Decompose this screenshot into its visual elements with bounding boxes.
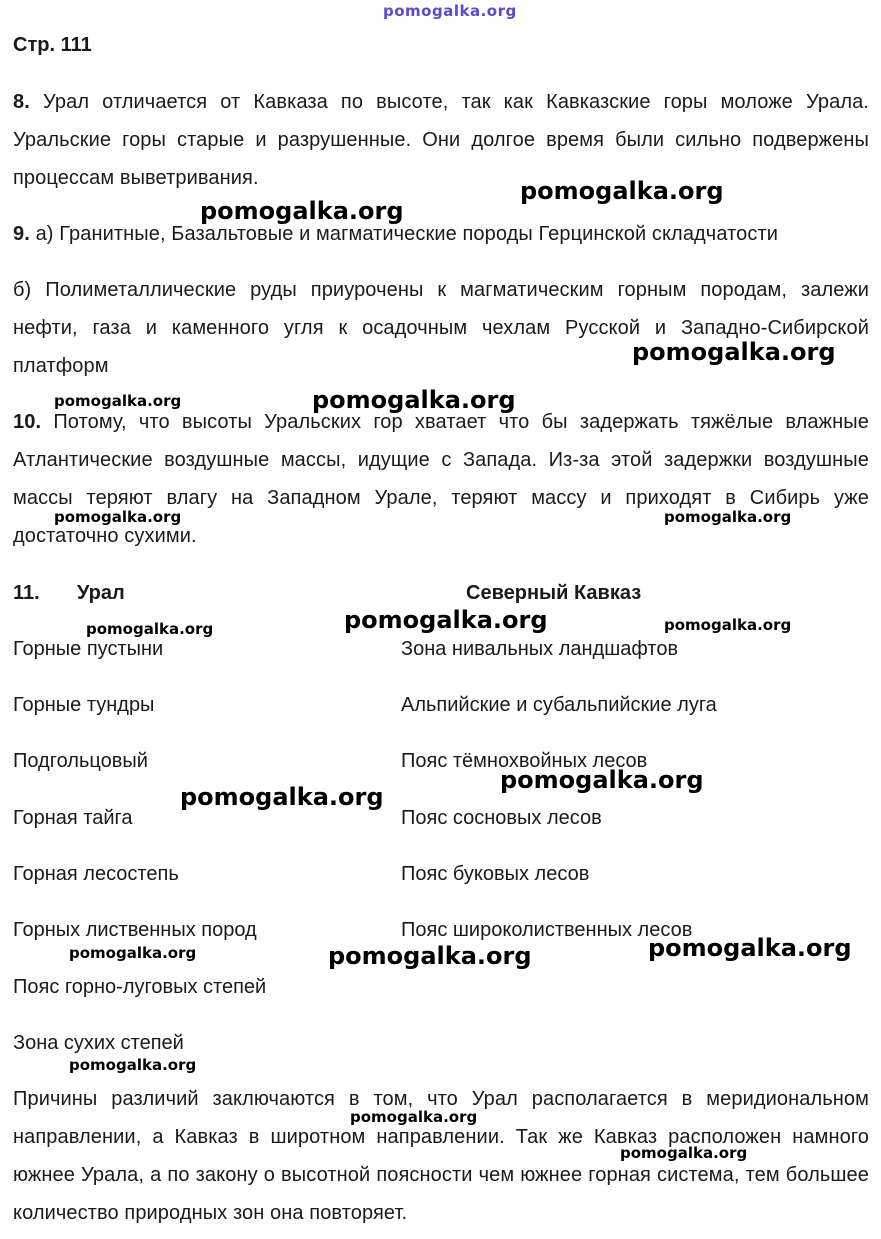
answer-8: [13, 83, 869, 197]
answer-number: 10.: [13, 411, 42, 433]
kavkaz-zone: Пояс буковых лесов: [401, 863, 590, 885]
watermark: pomogalka.org: [86, 620, 214, 638]
ural-zone: Пояс горно-луговых степей: [13, 976, 267, 998]
watermark: pomogalka.org: [200, 197, 404, 225]
answer-text: б) Полиметаллические руды приурочены к магматическим горным породам, залежи нефти, газа и каменного угля к осадочным чехлам Русской и Западно-Сибирской платформ: [13, 279, 869, 377]
watermark: pomogalka.org: [648, 934, 852, 962]
watermark: pomogalka.org: [54, 392, 182, 410]
watermark: pomogalka.org: [69, 944, 197, 962]
kavkaz-zone: Альпийские и субальпийские луга: [401, 694, 717, 716]
answer-number: 11.: [13, 582, 40, 604]
ural-zone: Горные тундры: [13, 694, 155, 716]
conclusion-text: Причины различий заключаются в том, что Урал располагается в меридиональном направлении, а Кавказ в широтном направлении. Так же Кавказ расположен намного южнее Урала, а по закону о высотной поясности чем южнее горная система, тем большее количество природных зон она повторяет.: [13, 1088, 869, 1224]
ural-zone: Подгольцовый: [13, 750, 148, 772]
kavkaz-zone: Зона нивальных ландшафтов: [401, 638, 679, 660]
conclusion: [13, 1080, 869, 1232]
kavkaz-zone: Пояс тёмнохвойных лесов: [401, 750, 648, 772]
answer-text: а) Гранитные, Базальтовые и магматические породы Герцинской складчатости: [35, 223, 779, 245]
watermark: pomogalka.org: [328, 942, 532, 970]
top-watermark: pomogalka.org: [383, 2, 517, 20]
watermark: pomogalka.org: [54, 508, 182, 526]
watermark: pomogalka.org: [180, 783, 384, 811]
ural-zone: Горных лиственных пород: [13, 919, 257, 941]
answer-text: Потому, что высоты Уральских гор хватает что бы задержать тяжёлые влажные Атлантические воздушные массы, идущие с Запада. Из-за этой задержки воздушные массы теряют влагу на Западном Урале, теряют массу и приходят в Сибирь уже достаточно сухими.: [13, 411, 869, 547]
watermark: pomogalka.org: [632, 338, 836, 366]
answer-9b: [13, 271, 869, 385]
column-header-kavkaz: Северный Кавказ: [466, 582, 642, 604]
answer-number: 8.: [13, 91, 30, 113]
watermark: pomogalka.org: [69, 1056, 197, 1074]
watermark: pomogalka.org: [520, 177, 724, 205]
watermark: pomogalka.org: [344, 606, 548, 634]
watermark: pomogalka.org: [350, 1108, 478, 1126]
watermark: pomogalka.org: [312, 386, 516, 414]
ural-zone: Зона сухих степей: [13, 1032, 184, 1054]
watermark: pomogalka.org: [664, 508, 792, 526]
answer-text: Урал отличается от Кавказа по высоте, так как Кавказские горы моложе Урала. Уральские горы старые и разрушенные. Они долгое время были сильно подвержены процессам выветривания.: [13, 91, 869, 189]
answer-9a: [13, 215, 869, 253]
kavkaz-zone: Пояс сосновых лесов: [401, 807, 602, 829]
watermark: pomogalka.org: [620, 1144, 748, 1162]
column-header-ural: Урал: [77, 582, 125, 604]
ural-zone: Горная лесостепь: [13, 863, 179, 885]
answer-10: [13, 403, 869, 555]
answer-number: 9.: [13, 223, 30, 245]
ural-zone: Горная тайга: [13, 807, 133, 829]
watermark: pomogalka.org: [664, 616, 792, 634]
watermark: pomogalka.org: [500, 766, 704, 794]
ural-zone: Горные пустыни: [13, 638, 164, 660]
page-heading: Стр. 111: [13, 34, 92, 56]
kavkaz-zone: Пояс широколиственных лесов: [401, 919, 693, 941]
